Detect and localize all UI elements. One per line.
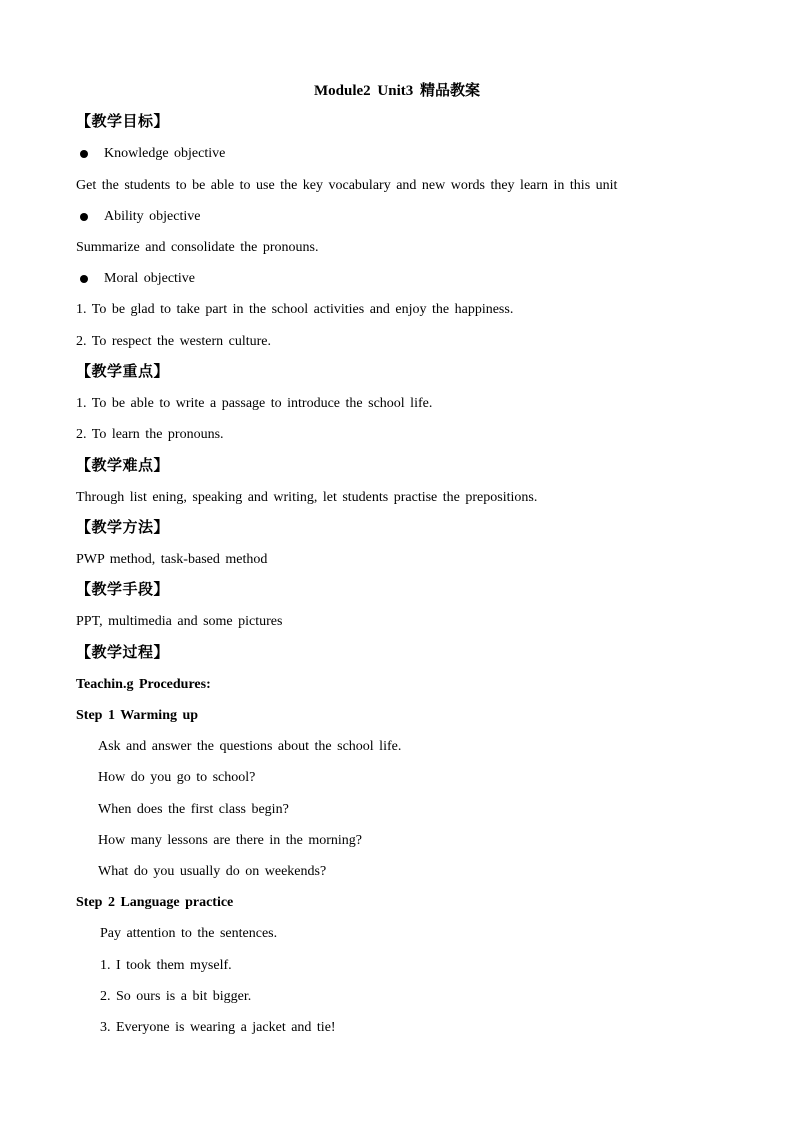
ability-label: Ability objective <box>104 209 201 224</box>
document-title: Module2 Unit3 精品教案 <box>313 83 480 99</box>
section-heading-methods: 【教学方法】 <box>76 520 170 536</box>
key-point-2: 2. To learn the pronouns. <box>76 427 224 442</box>
bullet-dot-icon <box>80 275 88 283</box>
step2-intro: Pay attention to the sentences. <box>100 926 278 941</box>
knowledge-text: Get the students to be able to use the key vocabulary and new words they learn in this unit <box>76 178 618 193</box>
step1-line-2: How do you go to school? <box>98 770 256 785</box>
section-heading-aids: 【教学手段】 <box>76 582 170 598</box>
step2-title: Step 2 Language practice <box>76 895 234 910</box>
moral-label: Moral objective <box>104 271 196 286</box>
moral-item-2: 2. To respect the western culture. <box>76 334 271 349</box>
bullet-dot-icon <box>80 150 88 158</box>
step1-title: Step 1 Warming up <box>76 708 199 723</box>
key-point-1: 1. To be able to write a passage to introduce the school life. <box>76 396 433 411</box>
difficult-points-text: Through list ening, speaking and writing, let students practise the prepositions. <box>76 490 538 505</box>
step2-sentence-2: 2. So ours is a bit bigger. <box>100 989 252 1004</box>
section-heading-objectives: 【教学目标】 <box>76 114 170 130</box>
methods-text: PWP method, task-based method <box>76 552 268 567</box>
moral-item-1: 1. To be glad to take part in the school activities and enjoy the happiness. <box>76 302 514 317</box>
step2-sentence-1: 1. I took them myself. <box>100 958 232 973</box>
bullet-ability <box>76 208 200 226</box>
step1-line-3: When does the first class begin? <box>98 802 289 817</box>
bullet-knowledge <box>76 145 225 163</box>
aids-text: PPT, multimedia and some pictures <box>76 614 283 629</box>
step2-sentence-3: 3. Everyone is wearing a jacket and tie! <box>100 1020 336 1035</box>
section-heading-key-points: 【教学重点】 <box>76 364 170 380</box>
ability-text: Summarize and consolidate the pronouns. <box>76 240 319 255</box>
step1-line-5: What do you usually do on weekends? <box>98 864 327 879</box>
procedures-label: Teachin.g Procedures: <box>76 677 211 692</box>
section-heading-difficult-points: 【教学难点】 <box>76 458 170 474</box>
section-heading-process: 【教学过程】 <box>76 645 170 661</box>
step1-line-1: Ask and answer the questions about the school life. <box>98 739 402 754</box>
step1-line-4: How many lessons are there in the morning? <box>98 833 362 848</box>
bullet-dot-icon <box>80 213 88 221</box>
bullet-moral <box>76 270 195 288</box>
knowledge-label: Knowledge objective <box>104 146 226 161</box>
